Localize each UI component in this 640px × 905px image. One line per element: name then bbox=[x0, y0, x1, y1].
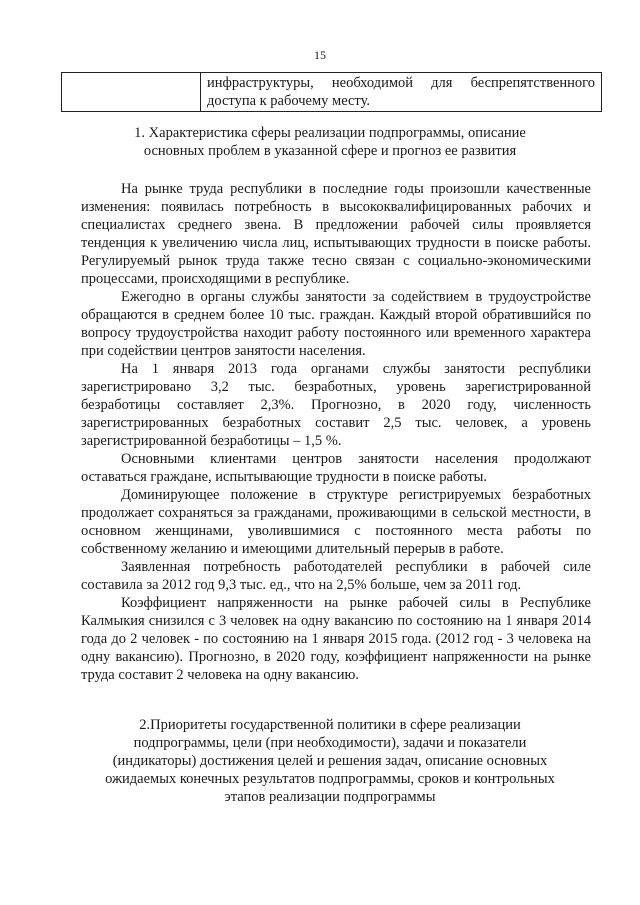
paragraph: Коэффициент напряженности на рынке рабочей силы в Республике Калмыкия снизился с 3 человек на одну вакансию по состоянию на 1 января 2014 года до 2 человек - по состоянию на 1 января 2015 года. (2012 год - 3 человека на одну вакансию). Прогнозно, в 2020 году, коэффициент напряженности на рынке труда составит 2 человека на одну вакансию. bbox=[81, 595, 591, 683]
table-cell-right: инфраструктуры, необходимой для беспрепятственного доступа к рабочему месту. bbox=[201, 73, 602, 112]
section-2-heading-line: подпрограммы, цели (при необходимости), задачи и показатели bbox=[133, 735, 527, 751]
paragraph: На рынке труда республики в последние годы произошли качественные изменения: появилась потребность в высококвалифицированных рабочих и специалистах среднего звена. В предложении рабочей силы проявляется тенденция к увеличению числа лиц, испытывающих трудности в поиске работы. Регулируемый рынок труда также тесно связан с социально-экономическими процессами, происходящими в республике. bbox=[81, 181, 591, 287]
section-1-heading-line: 1. Характеристика сферы реализации подпрограммы, описание bbox=[134, 125, 526, 141]
paragraph: Ежегодно в органы службы занятости за содействием в трудоустройстве обращаются в среднем более 10 тыс. граждан. Каждый второй обратившийся по вопросу трудоустройства находит работу постоянного или временного характера при содействии центров занятости населения. bbox=[81, 289, 591, 359]
page-number: 15 bbox=[314, 48, 326, 62]
table-cell-left bbox=[62, 73, 201, 112]
continuation-table bbox=[61, 72, 602, 112]
section-1-body bbox=[81, 180, 591, 684]
section-2-heading bbox=[70, 716, 590, 806]
section-2-heading-line: 2.Приоритеты государственной политики в сфере реализации bbox=[139, 717, 521, 733]
paragraph: Доминирующее положение в структуре регистрируемых безработных продолжает сохраняться за гражданами, проживающими в сельской местности, в основном женщинами, уволившимися с постоянного места работы по собственному желанию и имеющими длительный перерыв в работе. bbox=[81, 487, 591, 557]
section-1-heading bbox=[70, 124, 590, 160]
paragraph: Основными клиентами центров занятости населения продолжают оставаться граждане, испытывающие трудности в поиске работы. bbox=[81, 451, 591, 485]
section-2-heading-line: ожидаемых конечных результатов подпрограммы, сроков и контрольных bbox=[105, 771, 555, 787]
paragraph: Заявленная потребность работодателей республики в рабочей силе составила за 2012 год 9,3 тыс. ед., что на 2,5% больше, чем за 2011 год. bbox=[81, 559, 591, 593]
section-2-heading-line: (индикаторы) достижения целей и решения задач, описание основных bbox=[112, 753, 548, 769]
table-row bbox=[62, 73, 602, 112]
section-2-heading-line: этапов реализации подпрограммы bbox=[224, 789, 436, 805]
section-1-heading-line: основных проблем в указанной сфере и прогноз ее развития bbox=[143, 143, 517, 159]
paragraph: На 1 января 2013 года органами службы занятости республики зарегистрировано 3,2 тыс. безработных, уровень зарегистрированной безработицы составляет 2,3%. Прогнозно, в 2020 году, численность зарегистрированных безработных составит 2,5 тыс. человек, а уровень зарегистрированной безработицы – 1,5 %. bbox=[81, 361, 591, 449]
